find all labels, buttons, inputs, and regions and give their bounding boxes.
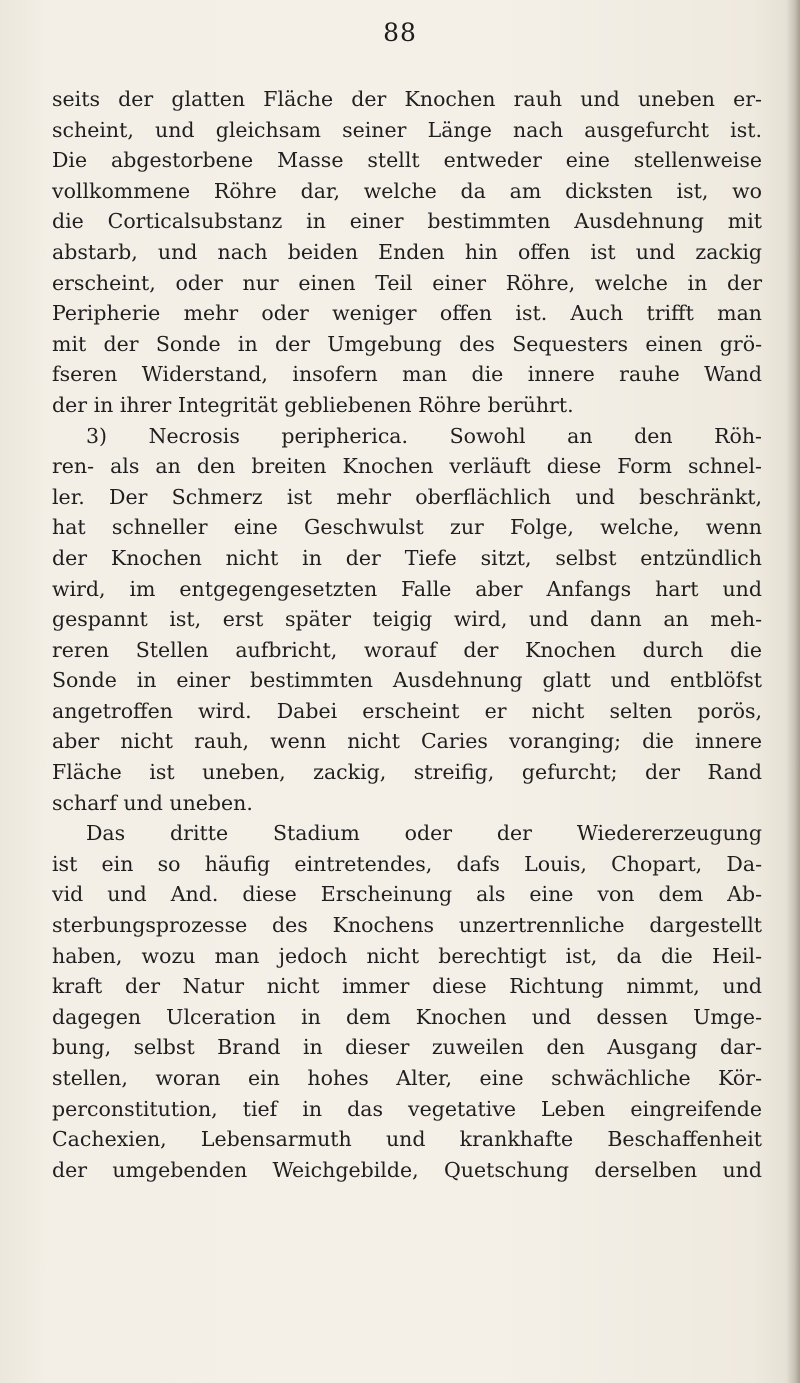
text-line: seits der glatten Fläche der Knochen rauh und uneben er- xyxy=(52,87,762,111)
text-line: erscheint, oder nur einen Teil einer Röhre, welche in der xyxy=(52,270,762,295)
text-line: perconstitution, tief in das vegetative Leben eingreifende xyxy=(52,1096,762,1121)
text-line: sterbungsprozesse des Knochens unzertrennliche dargestellt xyxy=(52,913,762,938)
text-line: Peripherie mehr oder weniger offen ist. Auch trifft man xyxy=(52,301,762,326)
text-line: scharf und uneben. xyxy=(52,790,253,815)
text-line: ren- als an den breiten Knochen verläuft diese Form schnel- xyxy=(52,454,762,479)
body-text xyxy=(52,84,762,1185)
text-line: die Corticalsubstanz in einer bestimmten Ausdehnung mit xyxy=(52,209,762,234)
text-line: gespannt ist, erst später teigig wird, und dann an meh- xyxy=(52,607,762,632)
text-line: 3) Necrosis peripherica. Sowohl an den Röh- xyxy=(86,423,762,448)
text-line: reren Stellen aufbricht, worauf der Knochen durch die xyxy=(52,637,762,662)
text-line: aber nicht rauh, wenn nicht Caries voranging; die innere xyxy=(52,729,762,754)
text-line: ist ein so häufig eintretendes, dafs Louis, Chopart, Da- xyxy=(52,851,762,876)
text-line: stellen, woran ein hohes Alter, eine schwächliche Kör- xyxy=(52,1066,762,1090)
text-line: der Knochen nicht in der Tiefe sitzt, selbst entzündlich xyxy=(52,545,762,570)
page-edge-shadow xyxy=(786,0,800,1383)
text-line: der umgebenden Weichgebilde, Quetschung derselben und xyxy=(52,1157,762,1182)
text-line: kraft der Natur nicht immer diese Richtung nimmt, und xyxy=(52,974,762,999)
text-line: scheint, und gleichsam seiner Länge nach ausgefurcht ist. xyxy=(52,117,762,142)
text-line: abstarb, und nach beiden Enden hin offen ist und zackig xyxy=(52,239,762,264)
text-line: der in ihrer Integrität gebliebenen Röhre berührt. xyxy=(52,392,574,417)
text-line: mit der Sonde in der Umgebung des Sequesters einen grö- xyxy=(52,331,762,356)
text-line: vid und And. diese Erscheinung als eine von dem Ab- xyxy=(52,882,762,907)
page-number: 88 xyxy=(383,18,417,47)
text-line: vollkommene Röhre dar, welche da am dicksten ist, wo xyxy=(52,178,762,203)
text-line: wird, im entgegengesetzten Falle aber Anfangs hart und xyxy=(52,576,762,601)
text-line: Fläche ist uneben, zackig, streifig, gefurcht; der Rand xyxy=(52,760,762,785)
text-line: Sonde in einer bestimmten Ausdehnung glatt und entblöfst xyxy=(52,668,762,693)
text-line: haben, wozu man jedoch nicht berechtigt ist, da die Heil- xyxy=(52,943,762,968)
text-line: hat schneller eine Geschwulst zur Folge, welche, wenn xyxy=(52,515,762,540)
text-line: angetroffen wird. Dabei erscheint er nicht selten porös, xyxy=(52,698,762,723)
text-line: ler. Der Schmerz ist mehr oberflächlich und beschränkt, xyxy=(52,484,762,509)
text-line: fseren Widerstand, insofern man die innere rauhe Wand xyxy=(52,362,762,387)
text-line: bung, selbst Brand in dieser zuweilen den Ausgang dar- xyxy=(52,1035,762,1060)
text-line: Cachexien, Lebensarmuth und krankhafte Beschaffenheit xyxy=(52,1127,762,1152)
text-line: Das dritte Stadium oder der Wiedererzeugung xyxy=(86,821,762,846)
text-line: dagegen Ulceration in dem Knochen und dessen Umge- xyxy=(52,1004,762,1029)
text-line: Die abgestorbene Masse stellt entweder eine stellenweise xyxy=(52,148,762,173)
